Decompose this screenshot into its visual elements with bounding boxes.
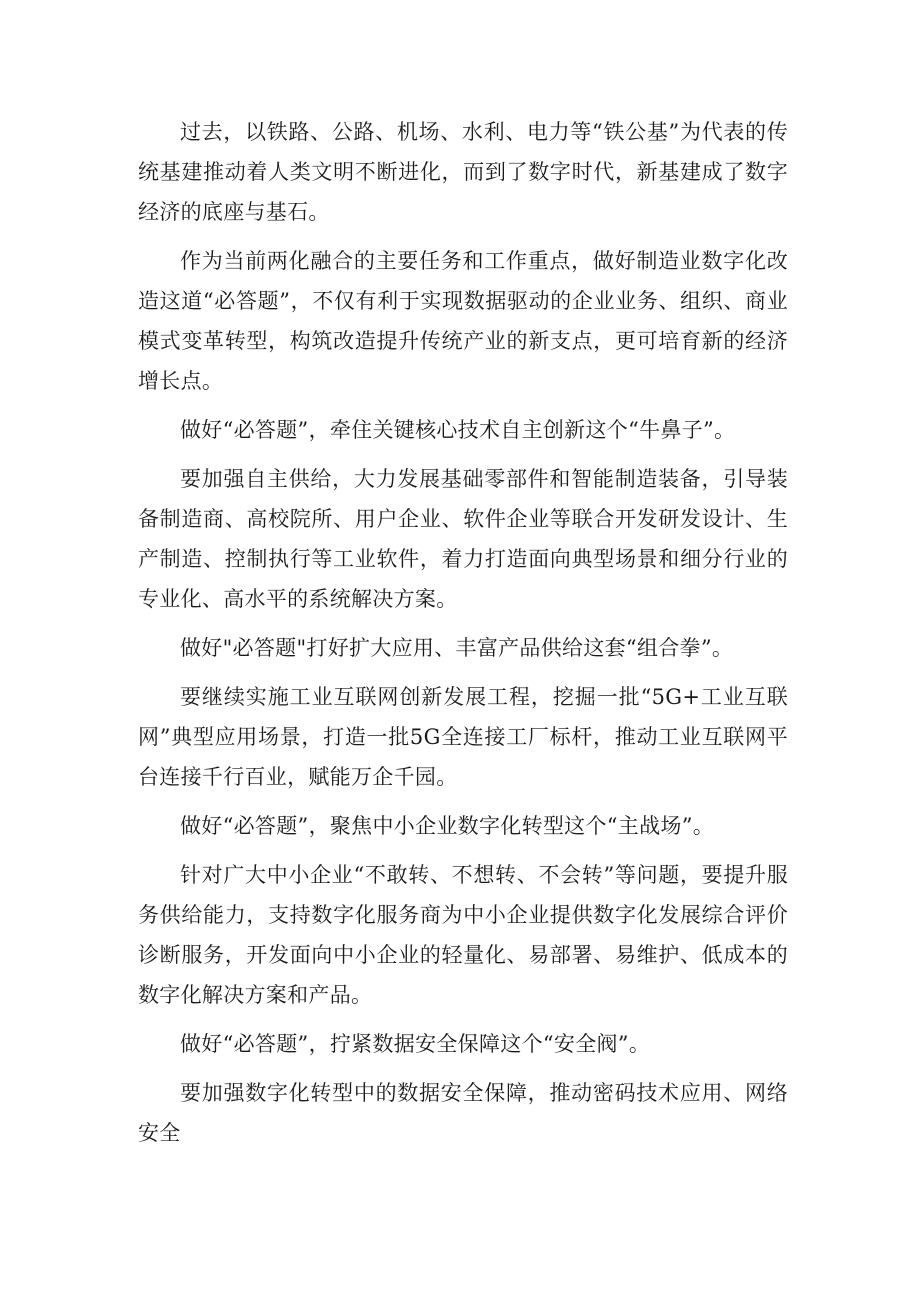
paragraph-2: 作为当前两化融合的主要任务和工作重点，做好制造业数字化改造这道“必答题”，不仅有利于实现数据驱动的企业业务、组织、商业模式变革转型，构筑改造提升传统产业的新支点，更可培育新的经济增长点。 xyxy=(138,249,788,393)
paragraph-10: 要加强数字化转型中的数据安全保障，推动密码技术应用、网络安全 xyxy=(138,1081,788,1145)
paragraph-6: 要继续实施工业互联网创新发展工程，挖掘一批“5G+工业互联网”典型应用场景，打造一批5G全连接工厂标杆，推动工业互联网平台连接千行百业，赋能万企千园。 xyxy=(138,685,788,789)
paragraph-9: 做好“必答题”，拧紧数据安全保障这个“安全阀”。 xyxy=(180,1032,651,1056)
paragraph-8: 针对广大中小企业“不敢转、不想转、不会转”等问题，要提升服务供给能力，支持数字化服务商为中小企业提供数字化发展综合评价诊断服务，开发面向中小企业的轻量化、易部署、易维护、低成本的数字化解决方案和产品。 xyxy=(138,863,788,1007)
paragraph-3: 做好“必答题”，牵住关键核心技术自主创新这个“牛鼻子”。 xyxy=(180,418,736,442)
paragraph-7: 做好“必答题”，聚焦中小企业数字化转型这个“主战场”。 xyxy=(180,814,715,838)
paragraph-4: 要加强自主供给，大力发展基础零部件和智能制造装备，引导装备制造商、高校院所、用户企业、软件企业等联合开发研发设计、生产制造、控制执行等工业软件，着力打造面向典型场景和细分行业的专业化、高水平的系统解决方案。 xyxy=(138,467,788,611)
paragraph-1: 过去，以铁路、公路、机场、水利、电力等“铁公基”为代表的传统基建推动着人类文明不断进化，而到了数字时代，新基建成了数字经济的底座与基石。 xyxy=(138,120,788,224)
document-body xyxy=(138,112,788,1162)
paragraph-5: 做好"必答题"打好扩大应用、丰富产品供给这套“组合拳”。 xyxy=(180,636,734,660)
